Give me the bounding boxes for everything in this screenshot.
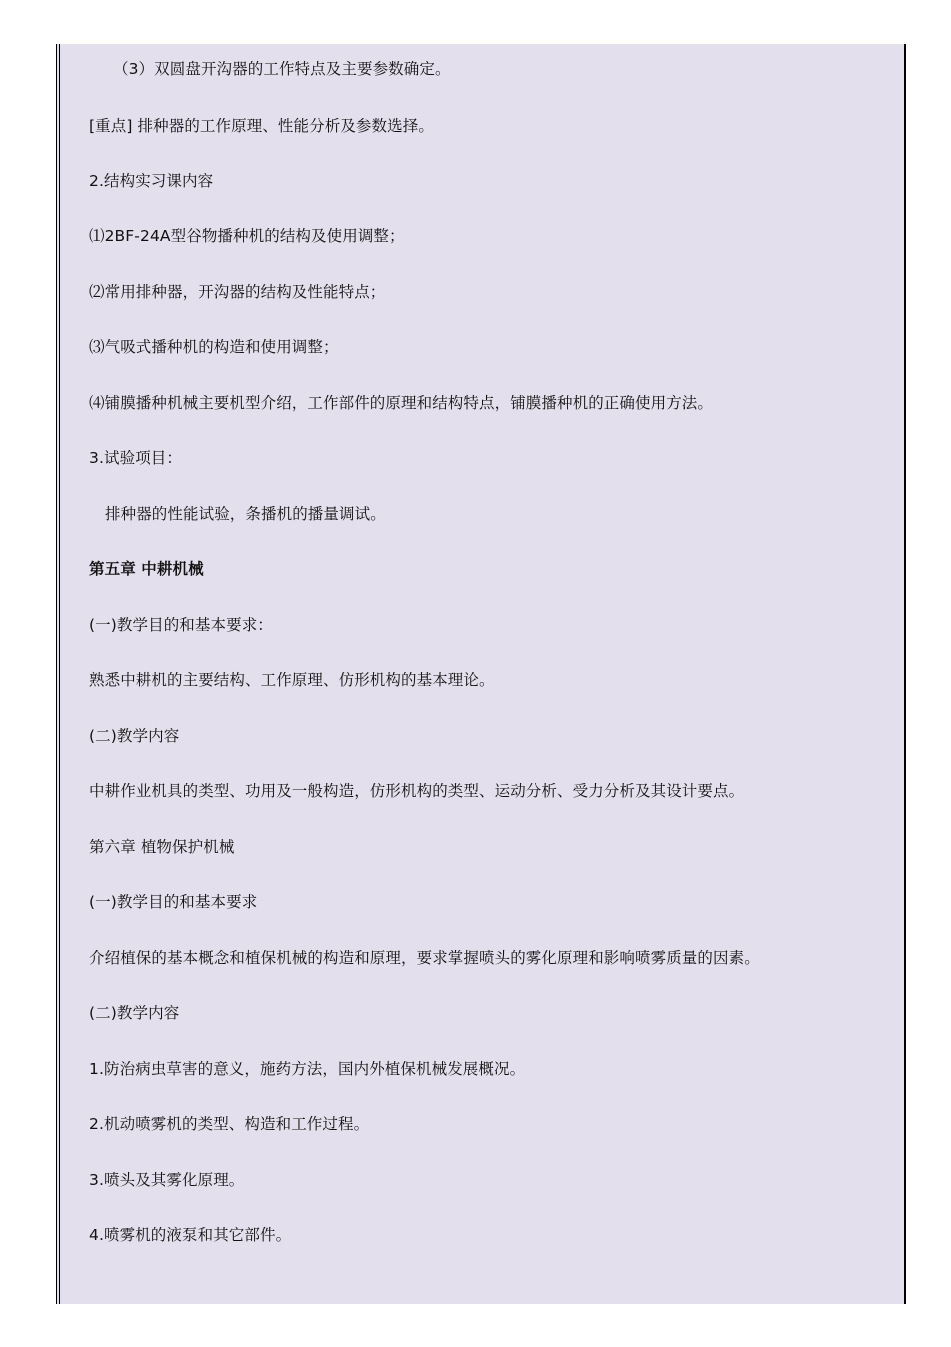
text-line-disc-opener: （3）双圆盘开沟器的工作特点及主要参数确定。 bbox=[113, 60, 451, 78]
text-line-content-6: (二)教学内容 bbox=[89, 1004, 180, 1022]
text-line-item-2: ⑵常用排种器，开沟器的结构及性能特点； bbox=[89, 283, 386, 301]
chapter-6-heading: 第六章 植物保护机械 bbox=[89, 838, 235, 856]
text-line-section-3: 3.试验项目： bbox=[89, 449, 182, 467]
chapter-5-heading: 第五章 中耕机械 bbox=[89, 560, 204, 578]
text-line-content-5: (二)教学内容 bbox=[89, 727, 180, 745]
text-line-content-6-item-1: 1.防治病虫草害的意义，施药方法，国内外植保机械发展概况。 bbox=[89, 1060, 526, 1078]
document-panel bbox=[56, 44, 906, 1304]
text-line-item-1: ⑴2BF-24A型谷物播种机的结构及使用调整； bbox=[89, 227, 405, 245]
text-line-content-6-item-3: 3.喷头及其雾化原理。 bbox=[89, 1171, 245, 1189]
text-line-objectives-6-body: 介绍植保的基本概念和植保机械的构造和原理，要求掌握喷头的雾化原理和影响喷雾质量的因素。 bbox=[89, 949, 760, 967]
text-line-content-5-body: 中耕作业机具的类型、功用及一般构造，仿形机构的类型、运动分析、受力分析及其设计要点。 bbox=[89, 782, 745, 800]
text-line-objectives-6: (一)教学目的和基本要求 bbox=[89, 893, 258, 911]
text-line-content-6-item-4: 4.喷雾机的液泵和其它部件。 bbox=[89, 1226, 292, 1244]
text-line-experiment: 排种器的性能试验，条播机的播量调试。 bbox=[105, 505, 386, 523]
text-line-key-point: [重点] 排种器的工作原理、性能分析及参数选择。 bbox=[89, 117, 434, 135]
text-line-content-6-item-2: 2.机动喷雾机的类型、构造和工作过程。 bbox=[89, 1115, 370, 1133]
text-line-section-2: 2.结构实习课内容 bbox=[89, 172, 214, 190]
text-line-objectives-5: (一)教学目的和基本要求： bbox=[89, 616, 273, 634]
text-line-objectives-5-body: 熟悉中耕机的主要结构、工作原理、仿形机构的基本理论。 bbox=[89, 671, 495, 689]
text-line-item-4: ⑷铺膜播种机械主要机型介绍，工作部件的原理和结构特点，铺膜播种机的正确使用方法。 bbox=[89, 394, 714, 412]
text-line-item-3: ⑶气吸式播种机的构造和使用调整； bbox=[89, 338, 339, 356]
